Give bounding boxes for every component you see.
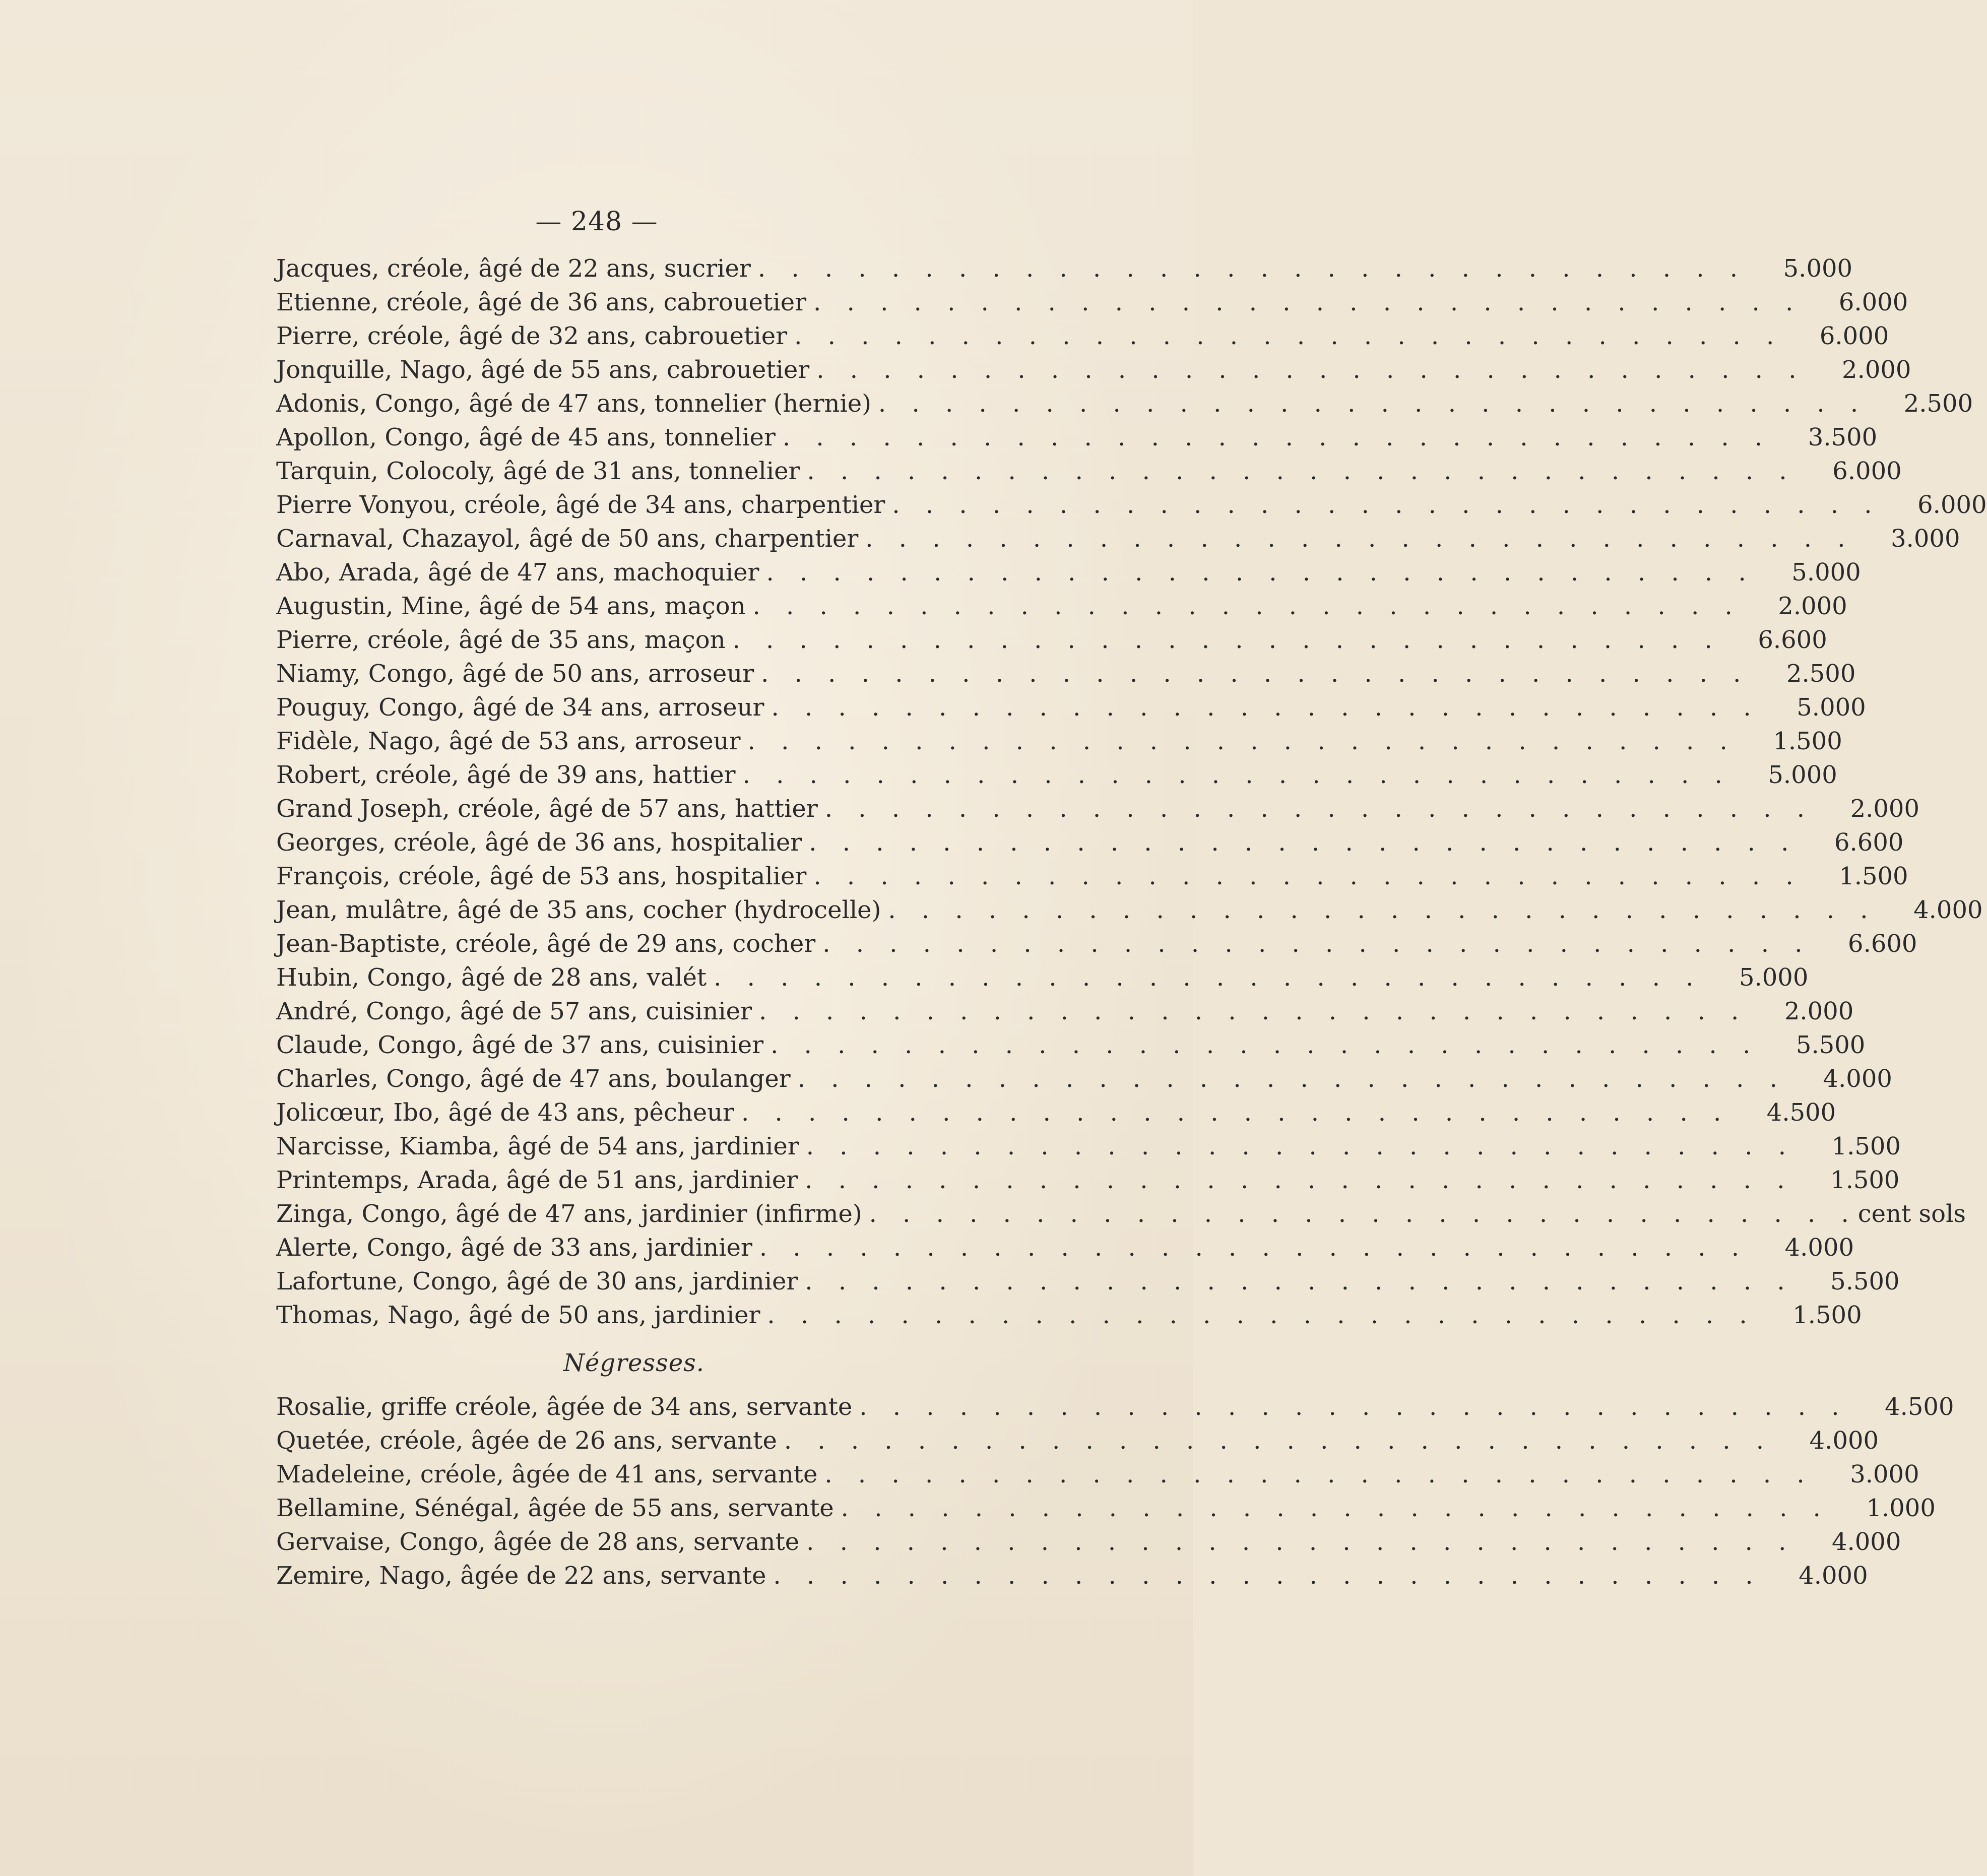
ledger-row [276, 758, 1837, 792]
ledger-row [276, 1231, 1854, 1265]
ledger-row [276, 590, 1847, 623]
entry-value: 4.000 [1784, 1234, 1854, 1262]
entry-description: Fidèle, Nago, âgé de 53 ans, arroseur [276, 727, 741, 755]
entry-value: 5.500 [1830, 1267, 1900, 1296]
entry-description: Tarquin, Colocoly, âgé de 31 ans, tonnelier [276, 457, 800, 485]
entry-description: Gervaise, Congo, âgée de 28 ans, servante [276, 1528, 800, 1556]
ledger-row [276, 1096, 1836, 1130]
ledger-row [276, 860, 1908, 893]
dot-leader: . . . . . . . . . . . . . . . . . . . . . . . . . . . . . . [794, 322, 1783, 350]
entry-description: Madeleine, créole, âgée de 41 ans, servante [276, 1460, 818, 1489]
dot-leader: . . . . . . . . . . . . . . . . . . . . . . . . . . . . . . [747, 727, 1737, 755]
entry-description: Claude, Congo, âgé de 37 ans, cuisinier [276, 1031, 764, 1059]
entry-description: Jean, mulâtre, âgé de 35 ans, cocher (hydrocelle) [276, 896, 881, 924]
entry-value: 3.500 [1808, 423, 1878, 451]
ledger-row [276, 522, 1960, 556]
dot-leader: . . . . . . . . . . . . . . . . . . . . . . . . . . . . . . [766, 558, 1755, 587]
dot-leader: . . . . . . . . . . . . . . . . . . . . . . . . . . . . . . [771, 693, 1760, 722]
entry-value: 3.000 [1891, 525, 1960, 553]
dot-leader: . . . . . . . . . . . . . . . . . . . . . . . . . . . . . . [813, 288, 1803, 316]
entry-value: 4.500 [1766, 1098, 1836, 1127]
entry-description: Jacques, créole, âgé de 22 ans, sucrier [276, 254, 751, 283]
dot-leader: . . . . . . . . . . . . . . . . . . . . . . . . . . . . . . [816, 356, 1806, 384]
entry-description: Quetée, créole, âgée de 26 ans, servante [276, 1427, 777, 1455]
entry-description: Abo, Arada, âgé de 47 ans, machoquier [276, 558, 759, 587]
entry-description: Charles, Congo, âgé de 47 ans, boulanger [276, 1065, 791, 1093]
entry-description: Etienne, créole, âgé de 36 ans, cabrouetier [276, 288, 807, 316]
entry-description: Zemire, Nago, âgée de 22 ans, servante [276, 1562, 766, 1590]
ledger-row [276, 319, 1889, 353]
entry-description: Pouguy, Congo, âgé de 34 ans, arroseur [276, 693, 764, 722]
entry-description: Hubin, Congo, âgé de 28 ans, valét [276, 963, 707, 992]
ledger-row [276, 1424, 1879, 1458]
dot-leader: . . . . . . . . . . . . . . . . . . . . . . . . . . . . . . [773, 1562, 1762, 1590]
entry-value: 4.000 [1823, 1065, 1892, 1093]
ledger-row [276, 455, 1902, 488]
ledger-row [276, 387, 1973, 421]
ledger-row [276, 725, 1842, 758]
entry-description: Niamy, Congo, âgé de 50 ans, arroseur [276, 660, 754, 688]
men-list [276, 252, 1987, 1332]
dot-leader: . . . . . . . . . . . . . . . . . . . . . . . . . . . . . . [888, 896, 1877, 924]
ledger-row [276, 893, 1983, 927]
ledger-row [276, 353, 1911, 387]
entry-value: 6.000 [1832, 457, 1902, 485]
entry-description: Grand Joseph, créole, âgé de 57 ans, hattier [276, 795, 818, 823]
entry-value: 6.000 [1819, 322, 1889, 350]
entry-value: 1.500 [1830, 1166, 1900, 1194]
entry-description: Georges, créole, âgé de 36 ans, hospitalier [276, 828, 802, 857]
entry-value: cent sols [1857, 1200, 1966, 1228]
dot-leader: . . . . . . . . . . . . . . . . . . . . . . . . . . . . . . [841, 1494, 1830, 1522]
entry-description: Apollon, Congo, âgé de 45 ans, tonnelier [276, 423, 776, 451]
dot-leader: . . . . . . . . . . . . . . . . . . . . . . . . . . . . . . [759, 1234, 1749, 1262]
ledger-row [276, 792, 1919, 826]
ledger-row [276, 623, 1827, 657]
entry-description: Augustin, Mine, âgé de 54 ans, maçon [276, 592, 746, 620]
entry-value: 5.000 [1797, 693, 1866, 722]
entry-value: 1.500 [1831, 1132, 1901, 1160]
ledger-row [276, 1299, 1862, 1332]
ledger-row [276, 1458, 1919, 1492]
entry-description: Pierre, créole, âgé de 32 ans, cabrouetier [276, 322, 788, 350]
ledger-row [276, 961, 1809, 995]
entry-value: 1.000 [1866, 1494, 1936, 1522]
dot-leader: . . . . . . . . . . . . . . . . . . . . . . . . . . . . . . [878, 390, 1868, 418]
ledger-row [276, 927, 1917, 961]
entry-value: 4.000 [1913, 896, 1983, 924]
entry-value: 6.000 [1838, 288, 1908, 316]
entry-description: Bellamine, Sénégal, âgée de 55 ans, servante [276, 1494, 834, 1522]
ledger-row [276, 421, 1878, 455]
ledger-row [276, 1559, 1868, 1593]
dot-leader: . . . . . . . . . . . . . . . . . . . . . . . . . . . . . . [859, 1393, 1848, 1421]
entry-description: Printemps, Arada, âgé de 51 ans, jardinier [276, 1166, 798, 1194]
ledger [276, 252, 1987, 1593]
dot-leader: . . . . . . . . . . . . . . . . . . . . . . . . . . . . . . [806, 1528, 1796, 1556]
dot-leader: . . . . . . . . . . . . . . . . . . . . . . . . . . . . . . [771, 1031, 1760, 1059]
dot-leader: . . . . . . . . . . . . . . . . . . . . . . . . . . . . . . [809, 828, 1798, 857]
page-number: — 248 — [535, 207, 658, 237]
ledger-row [276, 826, 1904, 860]
dot-leader: . . . . . . . . . . . . . . . . . . . . . . . . . . . . . . [813, 862, 1803, 890]
entry-value: 3.000 [1850, 1460, 1919, 1489]
entry-value: 5.000 [1768, 761, 1837, 789]
dot-leader: . . . . . . . . . . . . . . . . . . . . . . . . . . . . . . [865, 525, 1854, 553]
dot-leader: . . . . . . . . . . . . . . . . . . . . . . . . . . . . . . [757, 254, 1747, 283]
dot-leader: . . . . . . . . . . . . . . . . . . . . . . . . . . . . . . [732, 626, 1721, 654]
ledger-row [276, 995, 1854, 1028]
dot-leader: . . . . . . . . . . . . . . . . . . . . . . . . . . . . . . [806, 1132, 1795, 1160]
dot-leader: . . . . . . . . . . . . . . . . . . . . . . . . . . . . . . [822, 930, 1812, 958]
entry-value: 2.500 [1903, 390, 1973, 418]
dot-leader: . . . . . . . . . . . . . . . . . . . . . . . . . . . . . . [759, 997, 1748, 1025]
dot-leader: . . . . . . . . . . . . . . . . . . . . . . . . . . . . . . [784, 1427, 1773, 1455]
entry-description: Narcisse, Kiamba, âgé de 54 ans, jardinier [276, 1132, 799, 1160]
dot-leader: . . . . . . . . . . . . . . . . . . . . . . . . . . . . . . [752, 592, 1742, 620]
entry-value: 4.500 [1885, 1393, 1954, 1421]
ledger-row [276, 286, 1908, 319]
dot-leader: . . . . . . . . . . . . . . . . . . . . . . . . . . . . . . [805, 1166, 1794, 1194]
ledger-row [276, 657, 1856, 691]
ledger-row [276, 488, 1987, 522]
ledger-row [276, 1028, 1866, 1062]
dot-leader: . . . . . . . . . . . . . . . . . . . . . . . . . . . . . . [782, 423, 1772, 451]
ledger-row [276, 1265, 1900, 1299]
ledger-row [276, 1492, 1936, 1525]
dot-leader: . . . . . . . . . . . . . . . . . . . . . . . . . . . . . . [741, 1098, 1730, 1127]
entry-description: André, Congo, âgé de 57 ans, cuisinier [276, 997, 752, 1025]
entry-value: 1.500 [1773, 727, 1842, 755]
entry-description: Zinga, Congo, âgé de 47 ans, jardinier (infirme) [276, 1200, 862, 1228]
dot-leader: . . . . . . . . . . . . . . . . . . . . . . . . . . . . . . [805, 1267, 1794, 1296]
entry-description: Alerte, Congo, âgé de 33 ans, jardinier [276, 1234, 752, 1262]
entry-value: 5.000 [1791, 558, 1861, 587]
dot-leader: . . . . . . . . . . . . . . . . . . . . . . . . . . . . . . [761, 660, 1750, 688]
ledger-row [276, 691, 1866, 725]
dot-leader: . . . . . . . . . . . . . . . . . . . . . . . . . . . . . . [714, 963, 1703, 992]
dot-leader: . . . . . . . . . . . . . . . . . . . . . . . . . . . . . . [892, 491, 1881, 519]
dot-leader: . . . . . . . . . . . . . . . . . . . . . . . . . . . . . . [797, 1065, 1786, 1093]
ledger-row [276, 1163, 1900, 1197]
entry-value: 2.000 [1778, 592, 1847, 620]
entry-value: 6.600 [1758, 626, 1827, 654]
entry-value: 6.600 [1834, 828, 1904, 857]
entry-value: 2.000 [1784, 997, 1854, 1025]
ledger-row [276, 1062, 1892, 1096]
dot-leader: . . . . . . . . . . . . . . . . . . . . . . . . . . . . . . [869, 1200, 1858, 1228]
dot-leader: . . . . . . . . . . . . . . . . . . . . . . . . . . . . . . [767, 1301, 1756, 1329]
dot-leader: . . . . . . . . . . . . . . . . . . . . . . . . . . . . . . [742, 761, 1732, 789]
section-title: Négresses. [563, 1349, 705, 1377]
entry-value: 6.000 [1917, 491, 1987, 519]
entry-description: Adonis, Congo, âgé de 47 ans, tonnelier (hernie) [276, 390, 871, 418]
entry-description: Lafortune, Congo, âgé de 30 ans, jardinier [276, 1267, 798, 1296]
entry-description: Rosalie, griffe créole, âgée de 34 ans, servante [276, 1393, 853, 1421]
entry-value: 6.600 [1848, 930, 1917, 958]
entry-description: Robert, créole, âgé de 39 ans, hattier [276, 761, 736, 789]
ledger-row [276, 1130, 1901, 1163]
entry-description: Thomas, Nago, âgé de 50 ans, jardinier [276, 1301, 760, 1329]
ledger-row [276, 1390, 1954, 1424]
entry-value: 5.000 [1783, 254, 1853, 283]
ledger-row [276, 252, 1853, 286]
dot-leader: . . . . . . . . . . . . . . . . . . . . . . . . . . . . . . [824, 1460, 1814, 1489]
entry-description: Carnaval, Chazayol, âgé de 50 ans, charpentier [276, 525, 859, 553]
entry-value: 5.500 [1796, 1031, 1866, 1059]
ledger-row [276, 1197, 1966, 1231]
entry-value: 5.000 [1739, 963, 1809, 992]
entry-value: 1.500 [1792, 1301, 1862, 1329]
women-list [276, 1390, 1954, 1593]
ledger-row [276, 556, 1861, 590]
entry-description: François, créole, âgé de 53 ans, hospitalier [276, 862, 807, 890]
entry-value: 4.000 [1809, 1427, 1879, 1455]
entry-description: Jonquille, Nago, âgé de 55 ans, cabrouetier [276, 356, 810, 384]
dot-leader: . . . . . . . . . . . . . . . . . . . . . . . . . . . . . . [807, 457, 1796, 485]
entry-value: 4.000 [1831, 1528, 1901, 1556]
ledger-row [276, 1525, 1901, 1559]
entry-value: 2.500 [1786, 660, 1856, 688]
entry-description: Pierre, créole, âgé de 35 ans, maçon [276, 626, 726, 654]
entry-description: Pierre Vonyou, créole, âgé de 34 ans, charpentier [276, 491, 885, 519]
entry-value: 2.000 [1850, 795, 1919, 823]
entry-value: 2.000 [1842, 356, 1911, 384]
entry-description: Jean-Baptiste, créole, âgé de 29 ans, cocher [276, 930, 816, 958]
entry-description: Jolicœur, Ibo, âgé de 43 ans, pêcheur [276, 1098, 734, 1127]
entry-value: 1.500 [1839, 862, 1908, 890]
entry-value: 4.000 [1799, 1562, 1868, 1590]
dot-leader: . . . . . . . . . . . . . . . . . . . . . . . . . . . . . . [824, 795, 1814, 823]
